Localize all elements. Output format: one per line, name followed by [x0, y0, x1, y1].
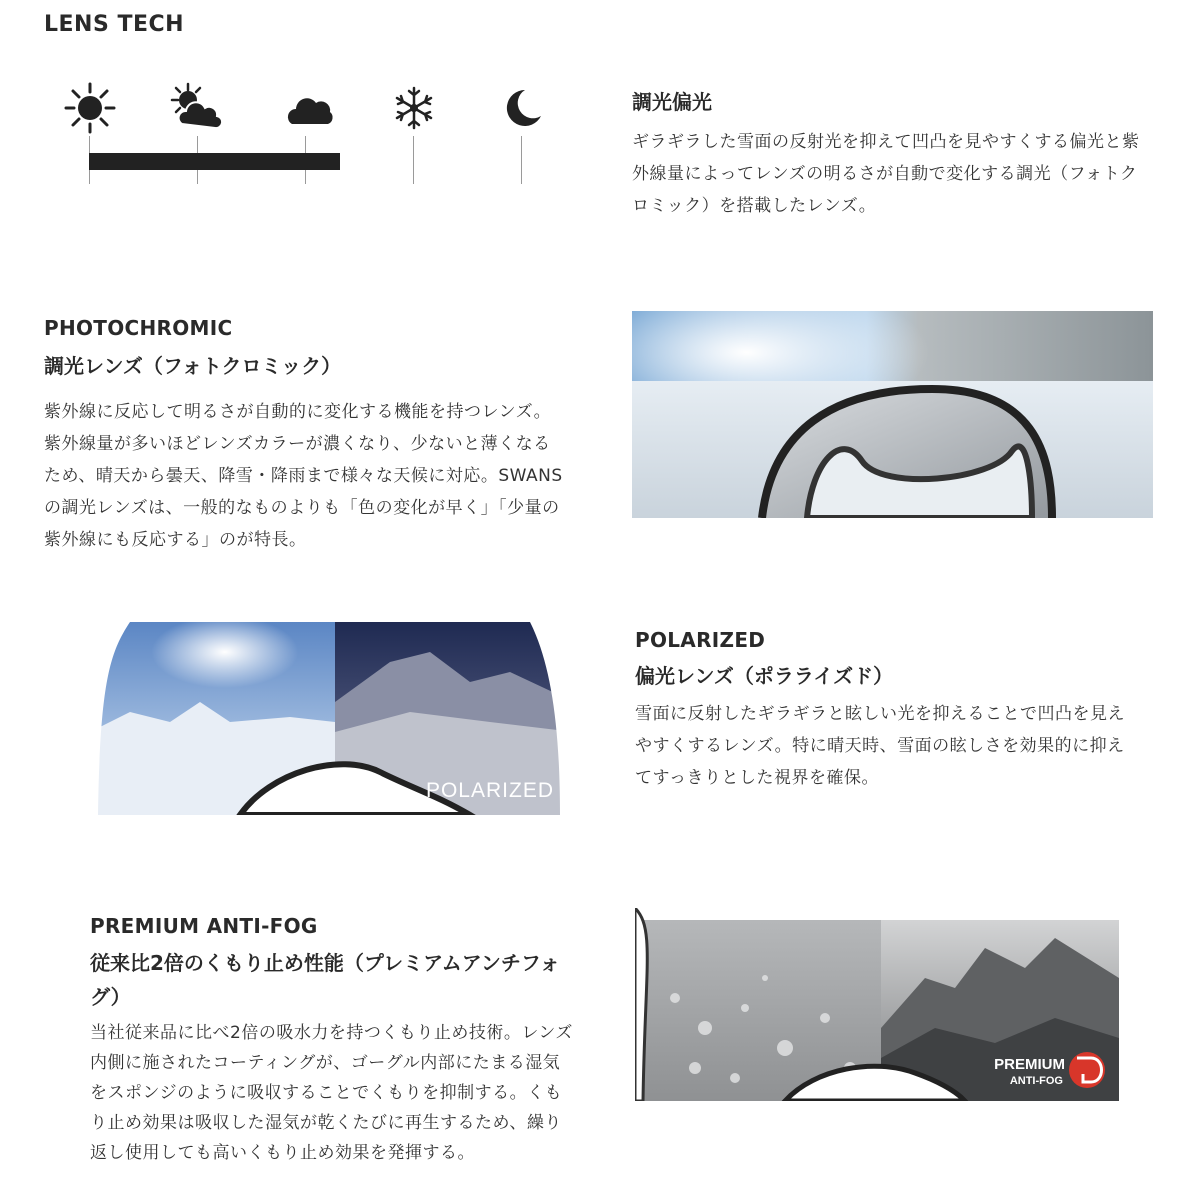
- antifog-image-label-1: PREMIUM: [994, 1056, 1065, 1073]
- antifog-image-label-2: ANTI-FOG: [1009, 1075, 1063, 1087]
- cloud-icon: [284, 80, 340, 136]
- polarized-text: 雪面に反射したギラギラと眩しい光を抑えることで凹凸を見えやすくするレンズ。特に晴天時、雪面の眩しさを効果的に抑えてすっきりとした視界を確保。: [635, 704, 1125, 788]
- photochromic-lens-image: [632, 311, 1153, 518]
- antifog-title-jp: 従来比2倍のくもり止め性能（プレミアムアンチフォグ）: [90, 951, 560, 1009]
- polarized-image-label: POLARIZED: [425, 779, 554, 802]
- photochromic-title-jp: 調光レンズ（フォトクロミック）: [44, 354, 342, 378]
- antifog-title-en: PREMIUM ANTI-FOG: [90, 914, 318, 938]
- photochromic-title-en: PHOTOCHROMIC: [44, 316, 233, 340]
- moon-icon: [495, 80, 551, 136]
- sun-cloud-icon: [168, 80, 224, 136]
- polarized-title-jp: 偏光レンズ（ポラライズド）: [635, 664, 894, 688]
- polarized-lens-image: [90, 622, 574, 815]
- page-title: LENS TECH: [44, 12, 185, 37]
- antifog-lens-image: [635, 908, 1119, 1101]
- dimming-range-bar: [89, 153, 340, 170]
- polarized-title-en: POLARIZED: [635, 628, 766, 652]
- scale-tick: [413, 136, 414, 184]
- dimming-polarized-title: 調光偏光: [632, 90, 712, 114]
- sun-icon: [62, 80, 118, 136]
- dimming-polarized-text: ギラギラした雪面の反射光を抑えて凹凸を見やすくする偏光と紫外線量によってレンズの明るさが自動で変化する調光（フォトクロミック）を搭載したレンズ。: [632, 132, 1140, 216]
- snowflake-icon: [386, 80, 442, 136]
- antifog-text: 当社従来品に比べ2倍の吸水力を持つくもり止め技術。レンズ内側に施されたコーティングが、ゴーグル内部にたまる湿気をスポンジのように吸収することでくもりを抑制する。くもり止め効果は吸収した湿気が乾くたびに再生するため、繰り返し使用しても高いくもり止め効果を発揮する。: [90, 1023, 573, 1163]
- scale-tick: [521, 136, 522, 184]
- photochromic-text: 紫外線に反応して明るさが自動的に変化する機能を持つレンズ。紫外線量が多いほどレンズカラーが濃くなり、少ないと薄くなるため、晴天から曇天、降雪・降雨まで様々な天候に対応。SWANSの調光レンズは、一般的なものよりも「色の変化が早く」「少量の紫外線にも反応する」のが特長。: [44, 402, 563, 550]
